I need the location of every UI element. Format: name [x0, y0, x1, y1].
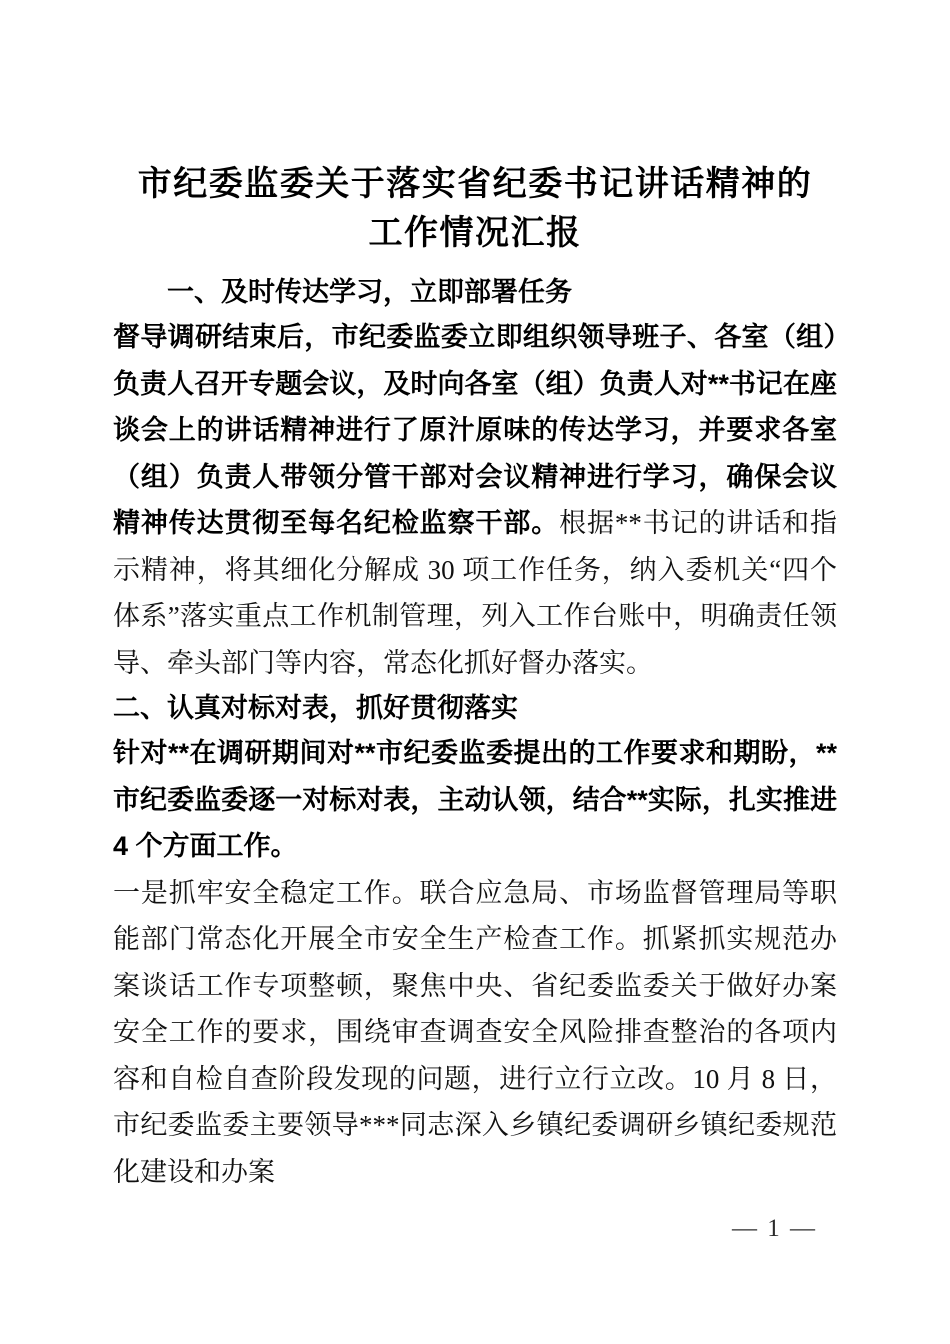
- section-2-heading: 二、认真对标对表，抓好贯彻落实: [113, 693, 518, 723]
- document-title-line-1: 市纪委监委关于落实省纪委书记讲话精神的: [137, 166, 813, 203]
- document-title-line-2: 工作情况汇报: [368, 215, 582, 252]
- section-2-paragraph-2: 一是抓牢安全稳定工作。联合应急局、市场监督管理局等职能部门常态化开展全市安全生产检查工作。抓紧抓实规范办案谈话工作专项整顿，聚焦中央、省纪委监委关于做好办案安全工作的要求，围绕审查调查安全风险排查整治的各项内容和自检自查阶段发现的问题，进行立行立改。10 月 8 日，市纪委监委主要领导***同志深入乡镇纪委调研乡镇纪委规范化建设和办案: [113, 877, 837, 1187]
- section-1-paragraph: [113, 314, 837, 686]
- page-number: — 1 —: [732, 1215, 817, 1242]
- section-1-paragraph-emphasis-text: 督导调研结束后，市纪委监委立即组织领导班子、各室（组）负责人召开专题会议，及时向各室（组）负责人对**书记在座谈会上的讲话精神进行了原汁原味的传达学习，并要求各室（组）负责人带领分管干部对会议精神进行学习，确保会议精神传达贯彻至每名纪检监察干部。: [113, 322, 837, 538]
- document-title: [113, 160, 837, 258]
- section-1-heading: 一、及时传达学习，立即部署任务: [167, 277, 572, 307]
- section-1-paragraph-detail-text: 根据**书记的讲话和指示精神，将其细化分解成 30 项工作任务，纳入委机关“四个体系”落实重点工作机制管理，列入工作台账中，明确责任领导、牵头部门等内容，常态化抓好督办落实。: [113, 508, 838, 678]
- section-2-paragraph-1: 针对**在调研期间对**市纪委监委提出的工作要求和期盼，**市纪委监委逐一对标对表，主动认领，结合**实际，扎实推进 4 个方面工作。: [113, 738, 837, 861]
